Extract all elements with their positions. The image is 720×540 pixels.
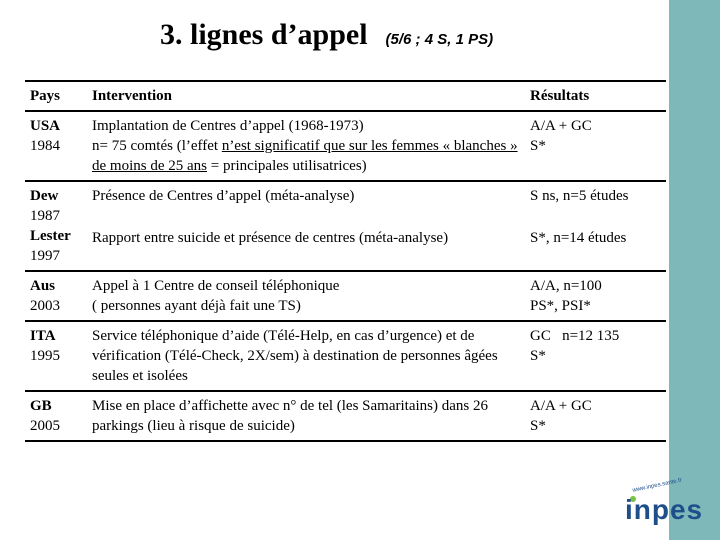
intervention-cell	[87, 271, 525, 321]
intervention-line: = principales utilisatrices)	[206, 158, 367, 174]
pays-name: USA	[30, 118, 61, 134]
logo-word: inpes	[625, 494, 704, 525]
inpes-logo	[618, 477, 704, 532]
intervention-cell	[87, 321, 525, 391]
table-row	[25, 391, 666, 441]
table-row	[25, 271, 666, 321]
intervention-cell	[87, 391, 525, 441]
table-row	[25, 321, 666, 391]
resultats-line: A/A + GC	[530, 118, 592, 134]
resultats-line: S*	[530, 138, 546, 154]
resultats-line: S*	[530, 348, 546, 364]
intervention-line: Service téléphonique d’aide (Télé-Help, en cas d’urgence) et de vérification (Télé-Check, 2X/sem) à destination de personnes âgées seules et isolées	[92, 328, 498, 384]
slide-title-sub: (5/6 ; 4 S, 1 PS)	[385, 31, 494, 48]
logo-url: www.inpes.sante.fr	[632, 477, 683, 494]
spacer	[92, 206, 521, 216]
resultats-cell	[525, 271, 666, 321]
header-resultats: Résultats	[525, 81, 666, 111]
resultats-cell	[525, 321, 666, 391]
intervention-line: ( personnes ayant déjà fait une TS)	[92, 298, 301, 314]
resultats-line: S*, n=14 études	[530, 230, 627, 246]
intervention-cell	[87, 181, 525, 271]
resultats-line: PS*, PSI*	[530, 298, 591, 314]
slide-title	[160, 18, 493, 52]
pays-year: 1987	[30, 208, 60, 224]
intervention-line: Présence de Centres d’appel (méta-analyse)	[92, 188, 355, 204]
resultats-line: A/A, n=100	[530, 278, 602, 294]
pays-year: 1995	[30, 348, 60, 364]
table-header-row	[25, 81, 666, 111]
pays-cell	[25, 391, 87, 441]
intervention-underlined: n’est significatif que sur les femmes « blanches » de moins de 25 ans	[92, 138, 518, 174]
pays-year: 1997	[30, 248, 60, 264]
pays-cell	[25, 321, 87, 391]
pays-name: Lester	[30, 228, 71, 244]
intervention-line: Implantation de Centres d’appel (1968-1973)	[92, 118, 364, 134]
decorative-side-bar	[669, 0, 720, 540]
header-intervention: Intervention	[87, 81, 525, 111]
pays-name: ITA	[30, 328, 56, 344]
resultats-line: S ns, n=5 études	[530, 188, 629, 204]
intervention-line: Mise en place d’affichette avec n° de tel (les Samaritains) dans 26 parkings (lieu à risque de suicide)	[92, 398, 488, 434]
intervention-cell	[87, 111, 525, 181]
slide-title-main: 3. lignes d’appel	[160, 18, 368, 51]
intervention-line: Rapport entre suicide et présence de centres (méta-analyse)	[92, 230, 449, 246]
header-pays: Pays	[25, 81, 87, 111]
pays-name: Dew	[30, 188, 59, 204]
resultats-cell	[525, 181, 666, 271]
intervention-line: n= 75 comtés (l’effet	[92, 138, 222, 154]
resultats-cell	[525, 111, 666, 181]
pays-cell	[25, 111, 87, 181]
pays-name: Aus	[30, 278, 56, 294]
pays-cell	[25, 181, 87, 271]
resultats-line: GC n=12 135	[530, 328, 620, 344]
pays-cell	[25, 271, 87, 321]
pays-year: 2005	[30, 418, 60, 434]
pays-year: 2003	[30, 298, 60, 314]
resultats-cell	[525, 391, 666, 441]
table-row	[25, 111, 666, 181]
results-table	[25, 80, 666, 442]
table-row	[25, 181, 666, 271]
intervention-line: Appel à 1 Centre de conseil téléphonique	[92, 278, 340, 294]
pays-name: GB	[30, 398, 52, 414]
resultats-line: S*	[530, 418, 546, 434]
resultats-line: A/A + GC	[530, 398, 592, 414]
pays-year: 1984	[30, 138, 60, 154]
